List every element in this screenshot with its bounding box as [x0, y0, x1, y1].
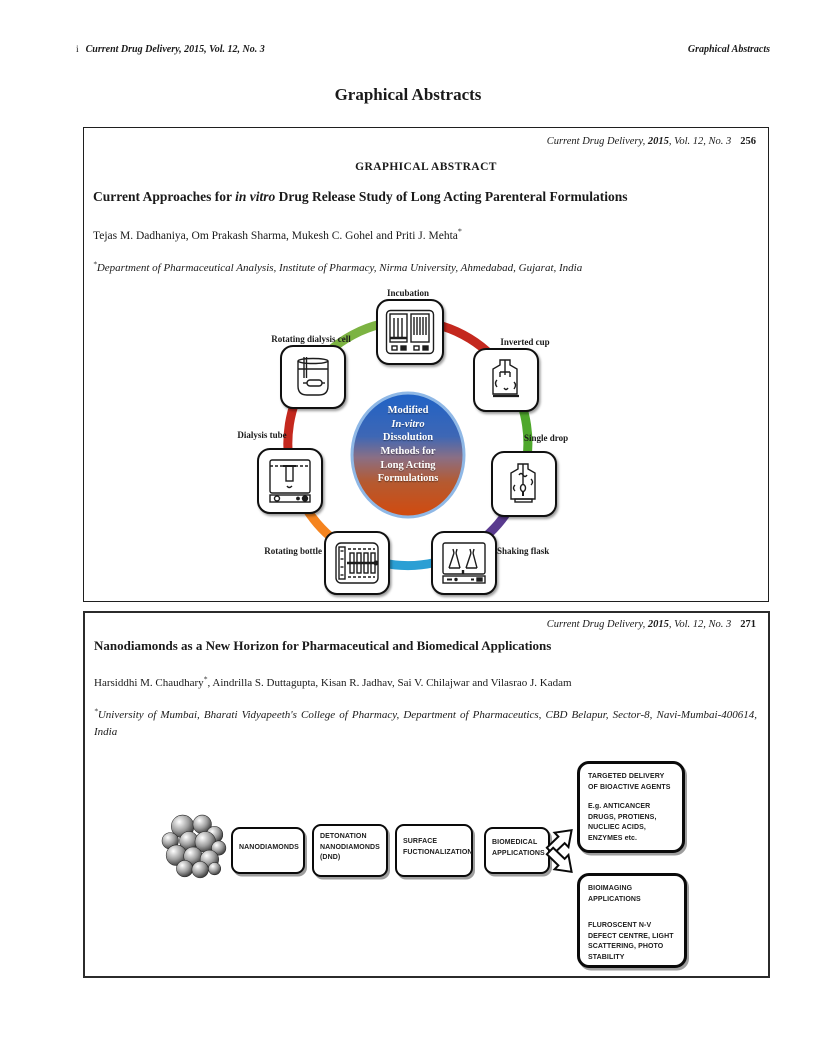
inverted-cup-icon — [484, 358, 528, 402]
journal-name: Current Drug Delivery, — [546, 136, 648, 147]
nanodiamond-flow-diagram — [85, 757, 768, 976]
rotating-dialysis-cell-icon — [291, 356, 335, 398]
page-marker: i — [76, 45, 79, 55]
journal-year: 2015 — [647, 619, 669, 630]
author-asterisk: * — [203, 674, 208, 684]
single-drop-icon — [502, 461, 546, 507]
node-incubation — [376, 299, 444, 365]
label-single-drop: Single drop — [524, 433, 569, 443]
ball-line: Long Acting — [380, 459, 436, 471]
ball-line: In-vitro — [391, 418, 425, 430]
flow-box-biomedical-applications — [484, 827, 550, 874]
flow-box-label: DETONATION NANODIAMONDS (DND) — [320, 833, 380, 861]
nanodiamond-cluster-icon — [161, 812, 229, 882]
flow-box-surface-functionalization — [395, 824, 473, 877]
center-ball-text — [350, 404, 466, 486]
spacer — [588, 793, 676, 802]
flow-box-heading: TARGETED DELIVERY OF BIOACTIVE AGENTS — [588, 773, 671, 791]
ball-line: Methods for — [380, 445, 436, 457]
title-text-post: Drug Release Study of Long Acting Parenteral Formulations — [275, 189, 628, 204]
abstract1-authors — [93, 227, 759, 242]
running-head-right: Graphical Abstracts — [687, 44, 770, 55]
flow-box-detail: E.g. ANTICANCER DRUGS, PROTIENS, NUCLIEC ACIDS, ENZYMES etc. — [588, 803, 657, 842]
flow-box-detail: FLUROSCENT N-V DEFECT CENTRE, LIGHT SCATTERING, PHOTO STABILITY — [588, 922, 674, 961]
author-asterisk: * — [457, 227, 462, 237]
ball-line: Formulations — [377, 473, 439, 485]
author-names: Tejas M. Dadhaniya, Om Prakash Sharma, Mukesh C. Gohel and Priti J. Mehta — [93, 230, 458, 242]
page-title: Graphical Abstracts — [334, 85, 482, 104]
label-rotating-bottle: Rotating bottle — [264, 546, 322, 556]
flow-box-label: NANODIAMONDS — [239, 844, 299, 851]
spacer — [588, 905, 678, 921]
node-inverted-cup — [473, 348, 539, 412]
flow-box-bioimaging — [577, 873, 687, 968]
section-label: GRAPHICAL ABSTRACT — [355, 161, 497, 173]
label-rotating-dialysis-cell: Rotating dialysis cell — [271, 334, 351, 344]
ball-line: Dissolution — [382, 432, 434, 444]
page-number: 271 — [740, 619, 756, 630]
title-italic-text: in vitro — [235, 189, 276, 204]
flow-box-targeted-delivery — [577, 761, 685, 853]
journal-issue: , Vol. 12, No. 3 — [668, 136, 732, 147]
journal-year: 2015 — [647, 136, 669, 147]
affiliation-asterisk: * — [93, 259, 97, 269]
title-text: Current Approaches for — [93, 189, 236, 204]
label-shaking-flask: Shaking flask — [497, 546, 550, 556]
abstract2-title: Nanodiamonds as a New Horizon for Pharmaceutical and Biomedical Applications — [94, 638, 552, 653]
author-names: Harsiddhi M. Chaudhary — [94, 677, 204, 689]
node-single-drop — [491, 451, 557, 517]
node-rotating-bottle — [324, 531, 390, 595]
abstract1-frame — [83, 127, 769, 602]
abstract2-affiliation — [94, 707, 757, 741]
rotating-bottle-icon — [334, 541, 380, 585]
abstract1-affiliation — [93, 259, 759, 274]
affiliation-text: Department of Pharmaceutical Analysis, Institute of Pharmacy, Nirma University, Ahmedabad, Gujarat, India — [96, 262, 583, 274]
node-shaking-flask — [431, 531, 497, 595]
dissolution-methods-diagram — [84, 288, 768, 601]
flow-box-label: BIOMEDICAL APPLICATIONS — [492, 839, 545, 857]
node-dialysis-tube — [257, 448, 323, 514]
journal-name: Current Drug Delivery, — [546, 619, 648, 630]
dialysis-tube-icon — [267, 458, 313, 504]
abstract2-frame — [83, 611, 770, 978]
label-dialysis-tube: Dialysis tube — [237, 430, 287, 440]
abstract2-journal-ref — [547, 619, 756, 630]
flow-box-detonation-nanodiamonds — [312, 824, 388, 877]
affiliation-asterisk: * — [94, 706, 98, 716]
flow-box-label: SURFACE FUCTIONALIZATION — [403, 838, 473, 856]
running-head-journal: Current Drug Delivery, 2015, Vol. 12, No. 3 — [85, 44, 265, 55]
flow-box-nanodiamonds — [231, 827, 305, 874]
journal-issue: , Vol. 12, No. 3 — [668, 619, 732, 630]
abstract1-title — [93, 189, 759, 205]
abstract1-journal-ref — [547, 136, 756, 147]
shaking-flask-icon — [441, 541, 487, 585]
incubation-icon — [385, 309, 435, 355]
affiliation-text: University of Mumbai, Bharati Vidyapeeth's College of Pharmacy, Department of Pharmaceutics, CBD Belapur, Sector-8, Navi-Mumbai-400614, India — [94, 709, 757, 739]
running-head-left — [76, 44, 265, 55]
author-names-post: , Aindrilla S. Duttagupta, Kisan R. Jadhav, Sai V. Chilajwar and Vilasrao J. Kadam — [207, 677, 572, 689]
node-rotating-dialysis-cell — [280, 345, 346, 409]
ball-line: Modified — [387, 405, 429, 416]
page-number: 256 — [740, 136, 756, 147]
abstract2-authors — [94, 674, 759, 689]
label-incubation: Incubation — [386, 288, 430, 298]
flow-box-heading: BIOIMAGING APPLICATIONS — [588, 885, 641, 903]
label-inverted-cup: Inverted cup — [500, 337, 550, 347]
